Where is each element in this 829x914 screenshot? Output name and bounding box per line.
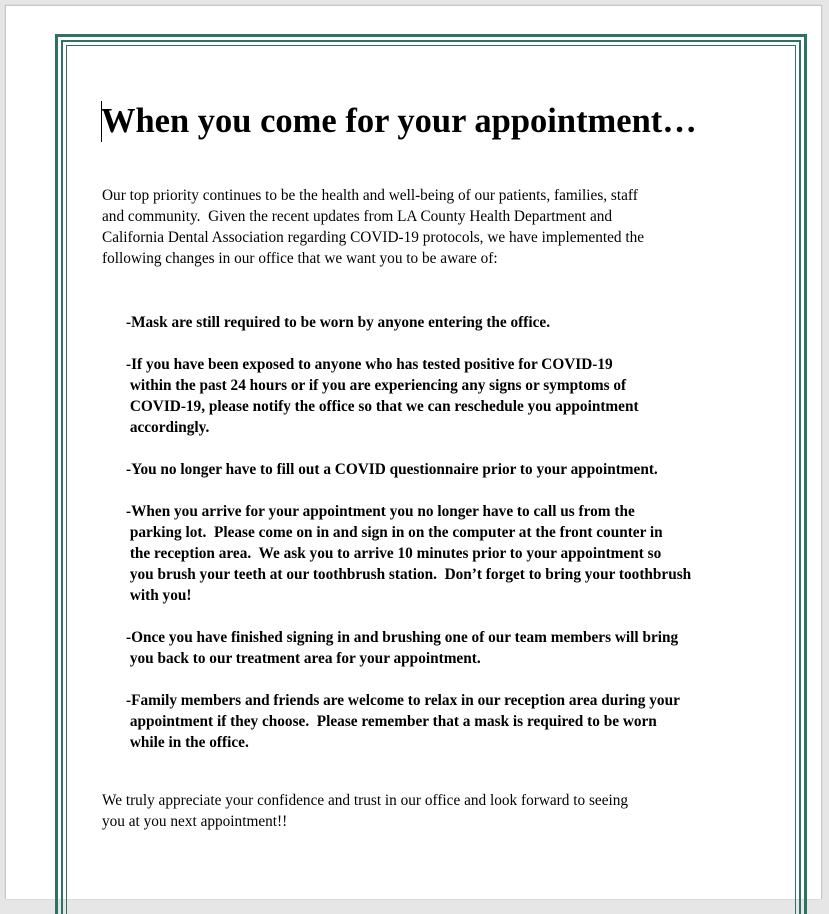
intro-paragraph: Our top priority continues to be the health and well-being of our patients, families, staff and community. Given the recent updates from LA County Health Department and California Dental Association regarding COVID-19 protocols, we have implemented the following changes in our office that we want you to be aware of:	[102, 187, 645, 267]
closing-paragraph: We truly appreciate your confidence and trust in our office and look forward to seeing you at you next appointment!!	[102, 792, 629, 830]
list-item-arrival: -When you arrive for your appointment you no longer have to call us from the parking lot. Please come on in and sign in on the computer at the front counter in the reception area. We ask you to arrive 10 minutes prior to your appointment so you brush your teeth at our toothbrush station. Don’t forget to bring your toothbrush with you!	[126, 503, 692, 604]
changes-list	[126, 312, 766, 774]
list-item-exposure: -If you have been exposed to anyone who has tested positive for COVID-19 within the past 24 hours or if you are experiencing any signs or symptoms of COVID-19, please notify the office so that we can reschedule you appointment accordingly.	[126, 356, 639, 436]
list-item-questionnaire: -You no longer have to fill out a COVID questionnaire prior to your appointment.	[126, 461, 658, 478]
list-item-family: -Family members and friends are welcome to relax in our reception area during your appointment if they choose. Please remember that a mask is required to be worn while in the office.	[126, 692, 680, 751]
document-title: When you come for your appointment…	[101, 102, 697, 140]
list-item-signing-in: -Once you have finished signing in and brushing one of our team members will bring you back to our treatment area for your appointment.	[126, 629, 679, 667]
list-item-masks: -Mask are still required to be worn by anyone entering the office.	[126, 314, 551, 331]
